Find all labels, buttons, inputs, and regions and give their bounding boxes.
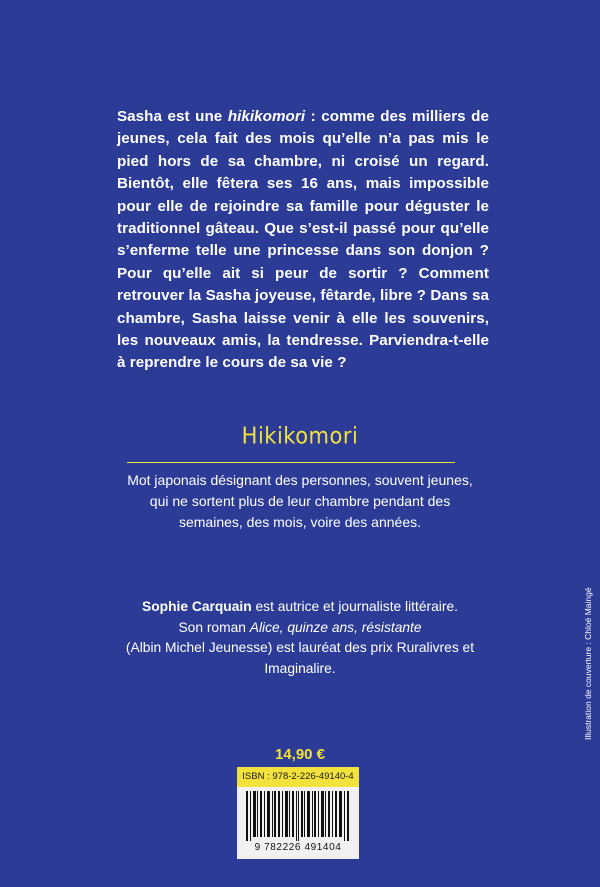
barcode-panel [237,767,359,859]
isbn-label: ISBN : 978-2-226-49140-4 [237,767,359,787]
blurb-text-rest: : comme des milliers de jeunes, cela fait des mois qu’elle n’a pas mis le pied hors de sa chambre, ni croisé un regard. Bientôt, elle fêtera ses 16 ans, mais impossible pour elle de rejoindre sa famille pour déguster le traditionnel gâteau. Que s’est-il passé pour qu’elle s’enferme telle une princesse dans son donjon ? Pour qu’elle ait si peur de sortir ? Comment retrouver la Sasha joyeuse, fêtarde, libre ? Dans sa chambre, Sasha laisse venir à elle les souvenirs, les nouveaux amis, la tendresse. Parviendra-t-elle à reprendre le cours de sa vie ? [117,108,489,372]
definition-divider [127,462,455,463]
barcode-digits: 9 782226 491404 [254,842,342,853]
blurb-text-start: Sasha est une [117,108,228,125]
author-line-1: est autrice et journaliste littéraire. [251,599,458,614]
author-line-2: Son roman [178,619,250,635]
barcode-icon [246,791,350,841]
back-cover-blurb [117,106,489,375]
definition-text: Mot japonais désignant des personnes, souvent jeunes, qui ne sortent plus de leur chambre pendant des semaines, des mois, voire des années. [127,472,473,530]
novel-title: Alice, quinze ans, résistante [249,619,422,635]
author-line-3: (Albin Michel Jeunesse) est lauréat des prix Ruralivres et Imaginalire. [125,640,475,676]
author-bio [105,597,495,679]
author-name: Sophie Carquain [142,599,252,614]
illustration-credit: Illustration de couverture : Chloé Maingé [583,587,593,740]
price-label: 14,90 € [274,746,326,763]
definition-title: Hikikomori [241,423,359,449]
blurb-italic-term: hikikomori [227,108,306,125]
